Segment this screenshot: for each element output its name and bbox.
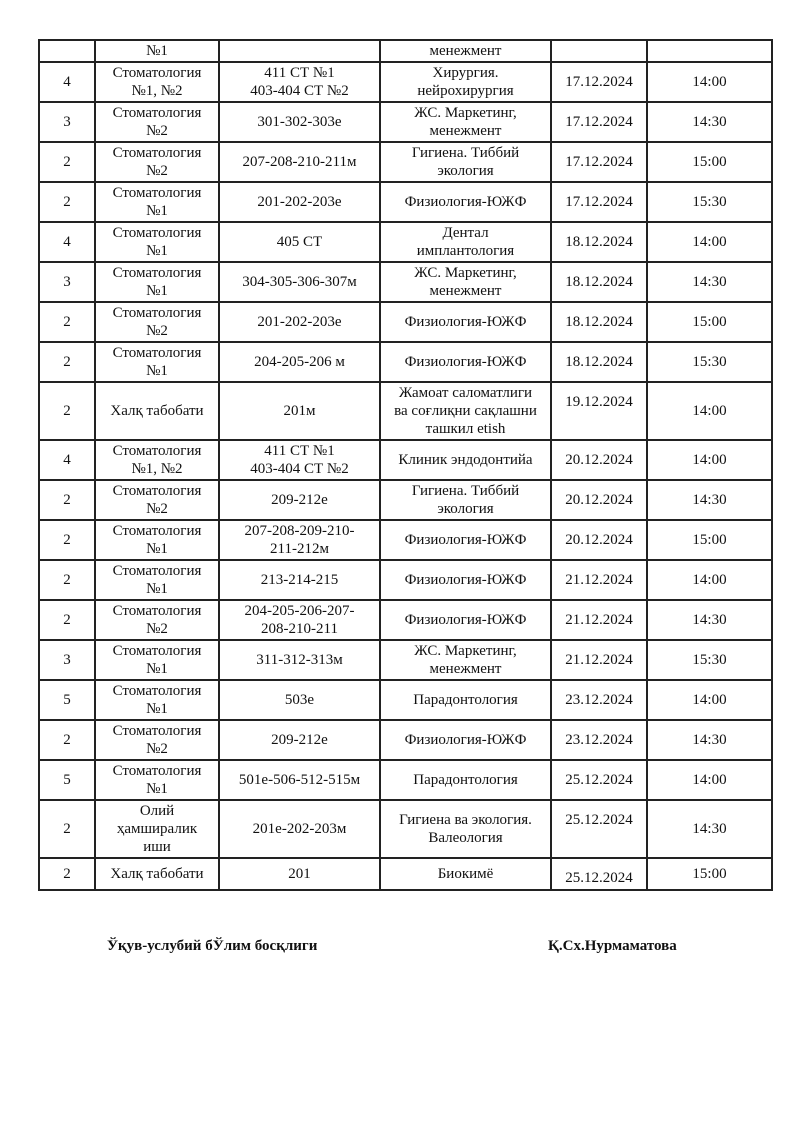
subject-cell bbox=[380, 382, 551, 440]
subject-cell bbox=[380, 600, 551, 640]
date-text: 25.12.2024 bbox=[565, 812, 633, 828]
time-cell bbox=[647, 182, 772, 222]
time-text: 15:00 bbox=[692, 532, 727, 548]
time-cell bbox=[647, 560, 772, 600]
rooms-cell bbox=[219, 800, 380, 858]
rooms-text: 304-305-306-307м bbox=[242, 274, 357, 290]
course-text: 2 bbox=[63, 354, 71, 370]
faculty-text: Стоматология №1 bbox=[112, 563, 202, 597]
subject-text: Жамоат саломатлиги ва соғлиқни сақлашни ташкил etish bbox=[394, 385, 537, 437]
time-text: 15:30 bbox=[692, 354, 727, 370]
time-cell bbox=[647, 440, 772, 480]
date-text: 23.12.2024 bbox=[565, 732, 633, 748]
date-cell bbox=[551, 520, 647, 560]
date-text: 21.12.2024 bbox=[565, 572, 633, 588]
table-row bbox=[39, 142, 772, 182]
faculty-text: Стоматология №2 bbox=[112, 305, 202, 339]
rooms-text: 201 bbox=[288, 866, 311, 882]
table-row bbox=[39, 302, 772, 342]
date-text: 25.12.2024 bbox=[565, 870, 633, 886]
faculty-cell bbox=[95, 600, 219, 640]
faculty-cell bbox=[95, 382, 219, 440]
subject-text: Физиология-ЮЖФ bbox=[404, 732, 527, 748]
rooms-text: 201-202-203е bbox=[257, 314, 342, 330]
course-text: 5 bbox=[63, 692, 71, 708]
course-text: 4 bbox=[63, 452, 71, 468]
rooms-text: 207-208-210-211м bbox=[242, 154, 357, 170]
subject-text: Физиология-ЮЖФ bbox=[404, 354, 527, 370]
subject-cell bbox=[380, 62, 551, 102]
date-cell bbox=[551, 62, 647, 102]
subject-cell bbox=[380, 560, 551, 600]
signature-name: Қ.Сх.Нурмаматова bbox=[548, 938, 677, 954]
time-text: 14:30 bbox=[692, 274, 727, 290]
date-text: 18.12.2024 bbox=[565, 234, 633, 250]
date-cell bbox=[551, 560, 647, 600]
faculty-cell bbox=[95, 720, 219, 760]
date-cell bbox=[551, 680, 647, 720]
faculty-text: Олий ҳамширалик иши bbox=[116, 803, 198, 855]
course-text: 2 bbox=[63, 154, 71, 170]
rooms-cell bbox=[219, 440, 380, 480]
table-row bbox=[39, 858, 772, 890]
rooms-text: 201м bbox=[283, 403, 316, 419]
rooms-text: 405 СТ bbox=[276, 234, 323, 250]
course-cell bbox=[39, 858, 95, 890]
subject-text: Гигиена. Тиббий экология bbox=[411, 145, 520, 179]
course-cell bbox=[39, 640, 95, 680]
course-cell bbox=[39, 40, 95, 62]
time-cell bbox=[647, 382, 772, 440]
course-text: 4 bbox=[63, 234, 71, 250]
course-cell bbox=[39, 520, 95, 560]
time-text: 14:00 bbox=[692, 403, 727, 419]
course-text: 2 bbox=[63, 866, 71, 882]
subject-cell bbox=[380, 342, 551, 382]
faculty-text: Стоматология №1, №2 bbox=[112, 443, 202, 477]
course-cell bbox=[39, 302, 95, 342]
course-cell bbox=[39, 680, 95, 720]
subject-text: Физиология-ЮЖФ bbox=[404, 572, 527, 588]
course-cell bbox=[39, 382, 95, 440]
date-text: 17.12.2024 bbox=[565, 154, 633, 170]
time-text: 14:30 bbox=[692, 732, 727, 748]
date-cell bbox=[551, 858, 647, 890]
rooms-text: 501е-506-512-515м bbox=[238, 772, 361, 788]
rooms-cell bbox=[219, 40, 380, 62]
subject-cell bbox=[380, 262, 551, 302]
subject-cell bbox=[380, 800, 551, 858]
schedule-body bbox=[39, 40, 772, 890]
rooms-text: 411 СТ №1 403-404 СТ №2 bbox=[250, 443, 349, 477]
table-row bbox=[39, 102, 772, 142]
rooms-cell bbox=[219, 262, 380, 302]
subject-text: Физиология-ЮЖФ bbox=[404, 314, 527, 330]
table-row bbox=[39, 800, 772, 858]
time-text: 15:30 bbox=[692, 194, 727, 210]
faculty-text: Стоматология №1 bbox=[112, 265, 202, 299]
table-row bbox=[39, 440, 772, 480]
subject-cell bbox=[380, 858, 551, 890]
rooms-text: 207-208-209-210- 211-212м bbox=[244, 523, 355, 557]
table-row bbox=[39, 720, 772, 760]
rooms-cell bbox=[219, 760, 380, 800]
rooms-cell bbox=[219, 222, 380, 262]
rooms-text: 201-202-203е bbox=[257, 194, 342, 210]
rooms-cell bbox=[219, 302, 380, 342]
table-row bbox=[39, 40, 772, 62]
faculty-text: Стоматология №2 bbox=[112, 105, 202, 139]
course-cell bbox=[39, 720, 95, 760]
time-text: 14:00 bbox=[692, 572, 727, 588]
faculty-text: Стоматология №1, №2 bbox=[112, 65, 202, 99]
time-text: 14:30 bbox=[692, 612, 727, 628]
rooms-text: 209-212е bbox=[271, 492, 328, 508]
time-cell bbox=[647, 520, 772, 560]
rooms-text: 213-214-215 bbox=[260, 572, 339, 588]
date-text: 18.12.2024 bbox=[565, 314, 633, 330]
faculty-text: Стоматология №1 bbox=[112, 185, 202, 219]
subject-cell bbox=[380, 520, 551, 560]
subject-cell bbox=[380, 680, 551, 720]
time-cell bbox=[647, 720, 772, 760]
time-text: 14:30 bbox=[692, 492, 727, 508]
faculty-cell bbox=[95, 800, 219, 858]
time-text: 14:00 bbox=[692, 74, 727, 90]
subject-text: менежмент bbox=[429, 43, 502, 59]
date-text: 23.12.2024 bbox=[565, 692, 633, 708]
course-cell bbox=[39, 600, 95, 640]
faculty-text: Халқ табобати bbox=[110, 866, 204, 882]
date-cell bbox=[551, 382, 647, 440]
rooms-cell bbox=[219, 560, 380, 600]
rooms-text: 204-205-206 м bbox=[254, 354, 345, 370]
rooms-text: 411 СТ №1 403-404 СТ №2 bbox=[250, 65, 349, 99]
date-cell bbox=[551, 600, 647, 640]
course-text: 3 bbox=[63, 114, 71, 130]
subject-cell bbox=[380, 182, 551, 222]
table-row bbox=[39, 342, 772, 382]
rooms-cell bbox=[219, 720, 380, 760]
rooms-cell bbox=[219, 640, 380, 680]
date-cell bbox=[551, 40, 647, 62]
table-row bbox=[39, 262, 772, 302]
course-text: 2 bbox=[63, 532, 71, 548]
schedule-table bbox=[38, 39, 773, 891]
course-text: 2 bbox=[63, 314, 71, 330]
time-text: 15:00 bbox=[692, 154, 727, 170]
date-text: 18.12.2024 bbox=[565, 274, 633, 290]
rooms-text: 209-212е bbox=[271, 732, 328, 748]
faculty-cell bbox=[95, 680, 219, 720]
date-cell bbox=[551, 182, 647, 222]
faculty-text: Стоматология №1 bbox=[112, 643, 202, 677]
faculty-cell bbox=[95, 182, 219, 222]
date-cell bbox=[551, 102, 647, 142]
date-text: 20.12.2024 bbox=[565, 452, 633, 468]
course-text: 2 bbox=[63, 612, 71, 628]
subject-text: Физиология-ЮЖФ bbox=[404, 532, 527, 548]
date-text: 20.12.2024 bbox=[565, 532, 633, 548]
rooms-cell bbox=[219, 680, 380, 720]
subject-text: Биокимё bbox=[437, 866, 494, 882]
subject-cell bbox=[380, 302, 551, 342]
course-text: 4 bbox=[63, 74, 71, 90]
faculty-cell bbox=[95, 480, 219, 520]
faculty-text: Стоматология №1 bbox=[112, 683, 202, 717]
date-cell bbox=[551, 640, 647, 680]
faculty-cell bbox=[95, 302, 219, 342]
course-text: 2 bbox=[63, 572, 71, 588]
table-row bbox=[39, 480, 772, 520]
time-cell bbox=[647, 302, 772, 342]
time-cell bbox=[647, 102, 772, 142]
date-cell bbox=[551, 440, 647, 480]
time-text: 14:30 bbox=[692, 821, 727, 837]
date-cell bbox=[551, 142, 647, 182]
rooms-cell bbox=[219, 600, 380, 640]
faculty-cell bbox=[95, 440, 219, 480]
time-cell bbox=[647, 480, 772, 520]
table-row bbox=[39, 182, 772, 222]
subject-cell bbox=[380, 40, 551, 62]
faculty-text: Стоматология №1 bbox=[112, 345, 202, 379]
course-cell bbox=[39, 102, 95, 142]
course-cell bbox=[39, 440, 95, 480]
course-text: 5 bbox=[63, 772, 71, 788]
time-text: 15:00 bbox=[692, 866, 727, 882]
course-text: 2 bbox=[63, 194, 71, 210]
time-text: 14:00 bbox=[692, 452, 727, 468]
rooms-text: 204-205-206-207- 208-210-211 bbox=[244, 603, 355, 637]
subject-text: Гигиена. Тиббий экология bbox=[411, 483, 520, 517]
faculty-text: Стоматология №1 bbox=[112, 225, 202, 259]
time-cell bbox=[647, 342, 772, 382]
table-row bbox=[39, 560, 772, 600]
subject-text: ЖС. Маркетинг, менежмент bbox=[414, 105, 517, 139]
rooms-text: 201е-202-203м bbox=[252, 821, 347, 837]
course-cell bbox=[39, 142, 95, 182]
faculty-text: Стоматология №2 bbox=[112, 483, 202, 517]
course-text: 3 bbox=[63, 652, 71, 668]
subject-cell bbox=[380, 640, 551, 680]
faculty-cell bbox=[95, 40, 219, 62]
time-text: 15:30 bbox=[692, 652, 727, 668]
subject-text: Клиник эндодонтийа bbox=[398, 452, 533, 468]
rooms-text: 311-312-313м bbox=[256, 652, 343, 668]
time-cell bbox=[647, 222, 772, 262]
subject-cell bbox=[380, 480, 551, 520]
subject-text: Хирургия. нейрохирургия bbox=[417, 65, 514, 99]
date-text: 21.12.2024 bbox=[565, 652, 633, 668]
course-cell bbox=[39, 560, 95, 600]
subject-text: Дентал имплантология bbox=[416, 225, 515, 259]
rooms-cell bbox=[219, 342, 380, 382]
subject-text: Физиология-ЮЖФ bbox=[404, 194, 527, 210]
time-text: 14:00 bbox=[692, 772, 727, 788]
rooms-text: 503е bbox=[284, 692, 315, 708]
rooms-cell bbox=[219, 182, 380, 222]
subject-text: ЖС. Маркетинг, менежмент bbox=[414, 643, 517, 677]
course-cell bbox=[39, 222, 95, 262]
time-cell bbox=[647, 760, 772, 800]
table-row bbox=[39, 600, 772, 640]
course-cell bbox=[39, 800, 95, 858]
subject-text: Парадонтология bbox=[413, 692, 518, 708]
course-text: 2 bbox=[63, 492, 71, 508]
time-cell bbox=[647, 142, 772, 182]
date-text: 17.12.2024 bbox=[565, 74, 633, 90]
table-row bbox=[39, 382, 772, 440]
faculty-text: Стоматология №2 bbox=[112, 723, 202, 757]
course-text: 2 bbox=[63, 403, 71, 419]
date-text: 25.12.2024 bbox=[565, 772, 633, 788]
date-cell bbox=[551, 760, 647, 800]
date-text: 17.12.2024 bbox=[565, 114, 633, 130]
course-cell bbox=[39, 262, 95, 302]
course-cell bbox=[39, 342, 95, 382]
rooms-cell bbox=[219, 480, 380, 520]
subject-cell bbox=[380, 760, 551, 800]
faculty-cell bbox=[95, 142, 219, 182]
time-cell bbox=[647, 600, 772, 640]
time-text: 14:00 bbox=[692, 234, 727, 250]
time-text: 14:00 bbox=[692, 692, 727, 708]
table-row bbox=[39, 520, 772, 560]
faculty-text: №1 bbox=[146, 43, 168, 59]
time-cell bbox=[647, 40, 772, 62]
rooms-cell bbox=[219, 62, 380, 102]
table-row bbox=[39, 222, 772, 262]
date-cell bbox=[551, 480, 647, 520]
rooms-cell bbox=[219, 142, 380, 182]
course-cell bbox=[39, 62, 95, 102]
time-cell bbox=[647, 680, 772, 720]
date-cell bbox=[551, 800, 647, 858]
course-cell bbox=[39, 760, 95, 800]
rooms-cell bbox=[219, 858, 380, 890]
faculty-cell bbox=[95, 560, 219, 600]
faculty-cell bbox=[95, 102, 219, 142]
time-text: 14:30 bbox=[692, 114, 727, 130]
faculty-cell bbox=[95, 640, 219, 680]
subject-cell bbox=[380, 142, 551, 182]
time-cell bbox=[647, 858, 772, 890]
table-row bbox=[39, 760, 772, 800]
date-cell bbox=[551, 720, 647, 760]
subject-text: Гигиена ва экология. Валеология bbox=[399, 812, 532, 846]
date-text: 19.12.2024 bbox=[565, 394, 633, 410]
faculty-text: Халқ табобати bbox=[110, 403, 204, 419]
date-cell bbox=[551, 222, 647, 262]
faculty-cell bbox=[95, 342, 219, 382]
rooms-cell bbox=[219, 102, 380, 142]
subject-cell bbox=[380, 102, 551, 142]
subject-text: Парадонтология bbox=[413, 772, 518, 788]
subject-cell bbox=[380, 222, 551, 262]
date-text: 20.12.2024 bbox=[565, 492, 633, 508]
faculty-cell bbox=[95, 262, 219, 302]
time-text: 15:00 bbox=[692, 314, 727, 330]
course-cell bbox=[39, 182, 95, 222]
subject-text: Физиология-ЮЖФ bbox=[404, 612, 527, 628]
faculty-cell bbox=[95, 62, 219, 102]
course-text: 2 bbox=[63, 732, 71, 748]
course-text: 3 bbox=[63, 274, 71, 290]
date-text: 17.12.2024 bbox=[565, 194, 633, 210]
time-cell bbox=[647, 262, 772, 302]
course-text: 2 bbox=[63, 821, 71, 837]
date-cell bbox=[551, 342, 647, 382]
faculty-text: Стоматология №1 bbox=[112, 763, 202, 797]
signature-position: Ўқув-услубий бЎлим босқлиги bbox=[107, 938, 318, 954]
date-cell bbox=[551, 302, 647, 342]
date-text: 18.12.2024 bbox=[565, 354, 633, 370]
faculty-cell bbox=[95, 520, 219, 560]
subject-cell bbox=[380, 440, 551, 480]
rooms-cell bbox=[219, 382, 380, 440]
subject-text: ЖС. Маркетинг, менежмент bbox=[414, 265, 517, 299]
rooms-text: 301-302-303е bbox=[257, 114, 342, 130]
table-row bbox=[39, 680, 772, 720]
faculty-text: Стоматология №2 bbox=[112, 603, 202, 637]
rooms-cell bbox=[219, 520, 380, 560]
faculty-cell bbox=[95, 760, 219, 800]
table-row bbox=[39, 640, 772, 680]
faculty-cell bbox=[95, 858, 219, 890]
subject-cell bbox=[380, 720, 551, 760]
table-row bbox=[39, 62, 772, 102]
faculty-text: Стоматология №2 bbox=[112, 145, 202, 179]
time-cell bbox=[647, 640, 772, 680]
time-cell bbox=[647, 62, 772, 102]
faculty-text: Стоматология №1 bbox=[112, 523, 202, 557]
time-cell bbox=[647, 800, 772, 858]
date-cell bbox=[551, 262, 647, 302]
faculty-cell bbox=[95, 222, 219, 262]
course-cell bbox=[39, 480, 95, 520]
date-text: 21.12.2024 bbox=[565, 612, 633, 628]
